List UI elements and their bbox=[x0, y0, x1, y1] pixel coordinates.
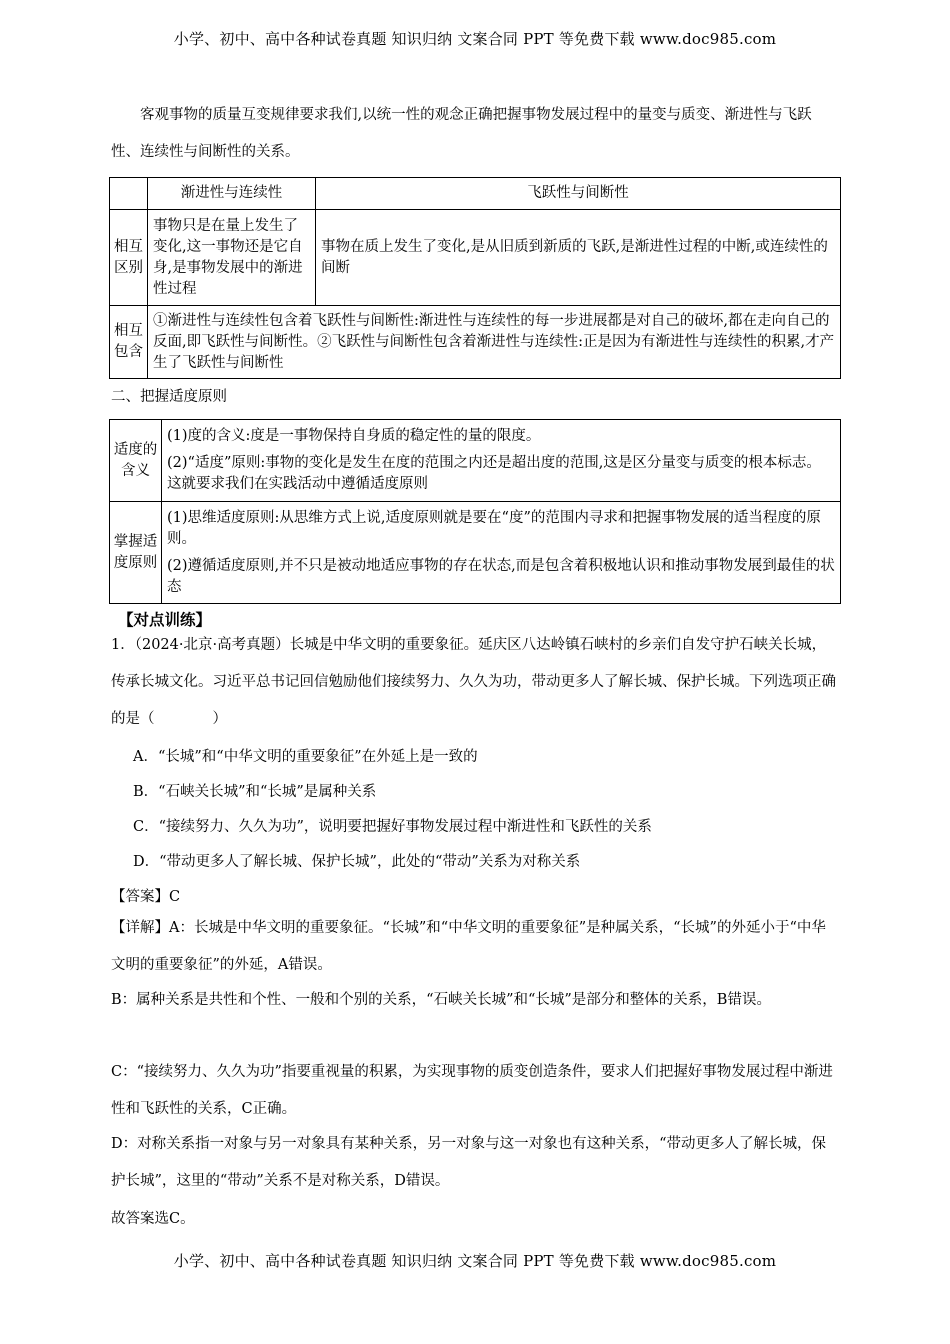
table-row bbox=[110, 210, 841, 306]
option-b: B．“石峡关长城”和“长城”是属种关系 bbox=[133, 784, 377, 800]
option-d: D．“带动更多人了解长城、保护长城”，此处的“带动”关系为对称关系 bbox=[133, 854, 581, 870]
column-header: 飞跃性与间断性 bbox=[316, 178, 841, 210]
practice-title: 【对点训练】 bbox=[118, 610, 212, 629]
intro-paragraph: 客观事物的质量互变规律要求我们,以统一性的观念正确把握事物发展过程中的量变与质变、渐进性与飞跃性、连续性与间断性的关系。 bbox=[111, 107, 812, 160]
analysis-d: D：对称关系指一对象与另一对象具有某种关系，另一对象与这一对象也有这种关系，“带动更多人了解长城，保护长城”，这里的“带动”关系不是对称关系，D错误。 bbox=[111, 1136, 827, 1189]
column-header: 渐进性与连续性 bbox=[148, 178, 316, 210]
cell-item: (1)思维适度原则:从思维方式上说,适度原则就是要在“度”的范围内寻求和把握事物发展的适当程度的原则。 bbox=[167, 509, 821, 547]
row-label: 相互区别 bbox=[110, 210, 148, 306]
section-title: 二、把握适度原则 bbox=[111, 389, 227, 405]
row-label: 相互包含 bbox=[110, 306, 148, 379]
table-cell: 事物在质上发生了变化,是从旧质到新质的飞跃,是渐进性过程的中断,或连续性的间断 bbox=[316, 210, 841, 306]
analysis-c: C：“接续努力、久久为功”指要重视量的积累，为实现事物的质变创造条件，要求人们把握好事物发展过程中渐进性和飞跃性的关系，C正确。 bbox=[111, 1064, 833, 1117]
page-header: 小学、初中、高中各种试卷真题 知识归纳 文案合同 PPT 等免费下载 www.doc985.com bbox=[173, 30, 777, 48]
table-cell: ①渐进性与连续性包含着飞跃性与间断性:渐进性与连续性的每一步进展都是对自己的破坏,都在走向自己的反面,即飞跃性与间断性。②飞跃性与间断性包含着渐进性与连续性:正是因为有渐进性与连续性的积累,才产生了飞跃性与间断性 bbox=[148, 306, 841, 379]
option-c: C．“接续努力、久久为功”，说明要把握好事物发展过程中渐进性和飞跃性的关系 bbox=[133, 819, 652, 835]
analysis-a: 【详解】A：长城是中华文明的重要象征。“长城”和“中华文明的重要象征”是种属关系，“长城”的外延小于“中华文明的重要象征”的外延，A错误。 bbox=[111, 920, 826, 973]
analysis-b: B：属种关系是共性和个性、一般和个别的关系，“石峡关长城”和“长城”是部分和整体的关系，B错误。 bbox=[111, 992, 771, 1008]
table-cell bbox=[162, 502, 841, 604]
page-footer: 小学、初中、高中各种试卷真题 知识归纳 文案合同 PPT 等免费下载 www.doc985.com bbox=[173, 1252, 777, 1270]
moderation-principle-table bbox=[109, 419, 841, 604]
table-row bbox=[110, 178, 841, 210]
option-a: A．“长城”和“中华文明的重要象征”在外延上是一致的 bbox=[133, 749, 478, 765]
row-label: 适度的含义 bbox=[110, 420, 162, 502]
progress-leap-table bbox=[109, 177, 841, 379]
conclusion: 故答案选C。 bbox=[111, 1211, 195, 1227]
cell-item: (2)“适度”原则:事物的变化是发生在度的范围之内还是超出度的范围,这是区分量变与质变的根本标志。这就要求我们在实践活动中遵循适度原则 bbox=[167, 455, 821, 492]
answer-line: 【答案】C bbox=[111, 889, 181, 905]
row-label: 掌握适度原则 bbox=[110, 502, 162, 604]
question-stem: 1．（2024·北京·高考真题）长城是中华文明的重要象征。延庆区八达岭镇石峡村的乡亲们自发守护石峡关长城，传承长城文化。习近平总书记回信勉励他们接续努力、久久为功，带动更多人了解长城、保护长城。下列选项正确的是（ ） bbox=[111, 637, 836, 727]
table-row bbox=[110, 420, 841, 502]
table-row bbox=[110, 502, 841, 604]
table-row bbox=[110, 306, 841, 379]
cell-item: (2)遵循适度原则,并不只是被动地适应事物的存在状态,而是包含着积极地认识和推动事物发展到最佳的状态 bbox=[167, 557, 835, 595]
cell-item: (1)度的含义:度是一事物保持自身质的稳定性的量的限度。 bbox=[167, 428, 541, 444]
table-cell bbox=[162, 420, 841, 502]
table-cell: 事物只是在量上发生了变化,这一事物还是它自身,是事物发展中的渐进性过程 bbox=[148, 210, 316, 306]
